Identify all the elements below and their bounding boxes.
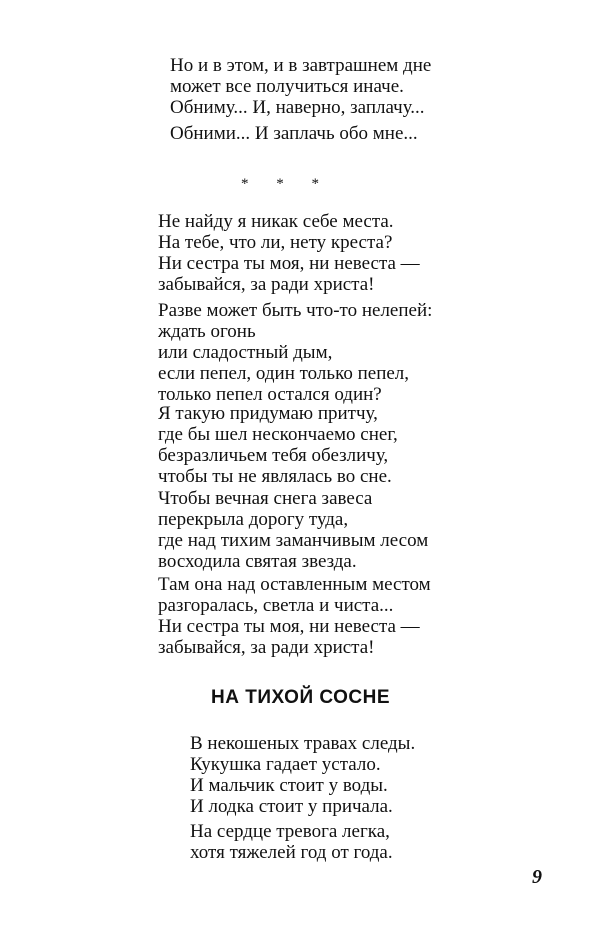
stanza — [158, 403, 398, 487]
stanza — [170, 55, 431, 118]
poem-line: Кукушка гадает устало. — [190, 754, 381, 775]
poem-line: только пепел остался один? — [158, 384, 382, 405]
poem-line: Ни сестра ты моя, ни невеста — — [158, 616, 420, 637]
poem-line: Я такую придумаю притчу, — [158, 403, 378, 424]
poem-line: Но и в этом, и в завтрашнем дне — [170, 55, 432, 76]
poem-title: НА ТИХОЙ СОСНЕ — [211, 687, 391, 708]
poem-line: если пепел, один только пепел, — [158, 363, 410, 384]
poem-line: Там она над оставленным местом — [158, 574, 431, 595]
poem-line: На сердце тревога легка, — [190, 821, 390, 842]
poem-line: забывайся, за ради христа! — [158, 637, 375, 658]
poem-line: разгоралась, светла и чиста... — [158, 595, 394, 616]
poem-line: где над тихим заманчивым лесом — [158, 530, 429, 551]
page-number: 9 — [532, 866, 542, 888]
poem-line: В некошеных травах следы. — [190, 733, 416, 754]
poem-line: перекрыла дорогу туда, — [158, 509, 349, 530]
poem-line: Не найду я никак себе места. — [158, 211, 394, 232]
poem-line: Обниму... И, наверно, заплачу... — [170, 97, 425, 118]
poem-line: Обними... И заплачь обо мне... — [170, 123, 418, 144]
stanza — [158, 488, 428, 572]
poem-line: где бы шел нескончаемо снег, — [158, 424, 398, 445]
stanza — [158, 300, 432, 405]
poem-line: И лодка стоит у причала. — [190, 796, 393, 817]
poem-line: хотя тяжелей год от года. — [190, 842, 393, 863]
poem-line: Чтобы вечная снега завеса — [158, 488, 373, 509]
poem-line: Ни сестра ты моя, ни невеста — — [158, 253, 420, 274]
poem-line: или сладостный дым, — [158, 342, 333, 363]
stanza — [190, 821, 393, 863]
poem-line: восходила святая звезда. — [158, 551, 357, 572]
poem-line: безразличьем тебя обезличу, — [158, 445, 389, 466]
stanza — [158, 574, 431, 658]
poem-line: может все получиться иначе. — [170, 76, 404, 97]
poem-line: чтобы ты не являлась во сне. — [158, 466, 392, 487]
poem-line: Разве может быть что-то нелепей: — [158, 300, 433, 321]
poem-line: забывайся, за ради христа! — [158, 274, 375, 295]
stanza — [190, 733, 415, 817]
stanza — [158, 211, 420, 295]
stanza — [170, 123, 418, 144]
poem-line: На тебе, что ли, нету креста? — [158, 232, 393, 253]
poem-line: ждать огонь — [158, 321, 256, 342]
section-separator: * * * — [241, 176, 331, 192]
poem-line: И мальчик стоит у воды. — [190, 775, 388, 796]
